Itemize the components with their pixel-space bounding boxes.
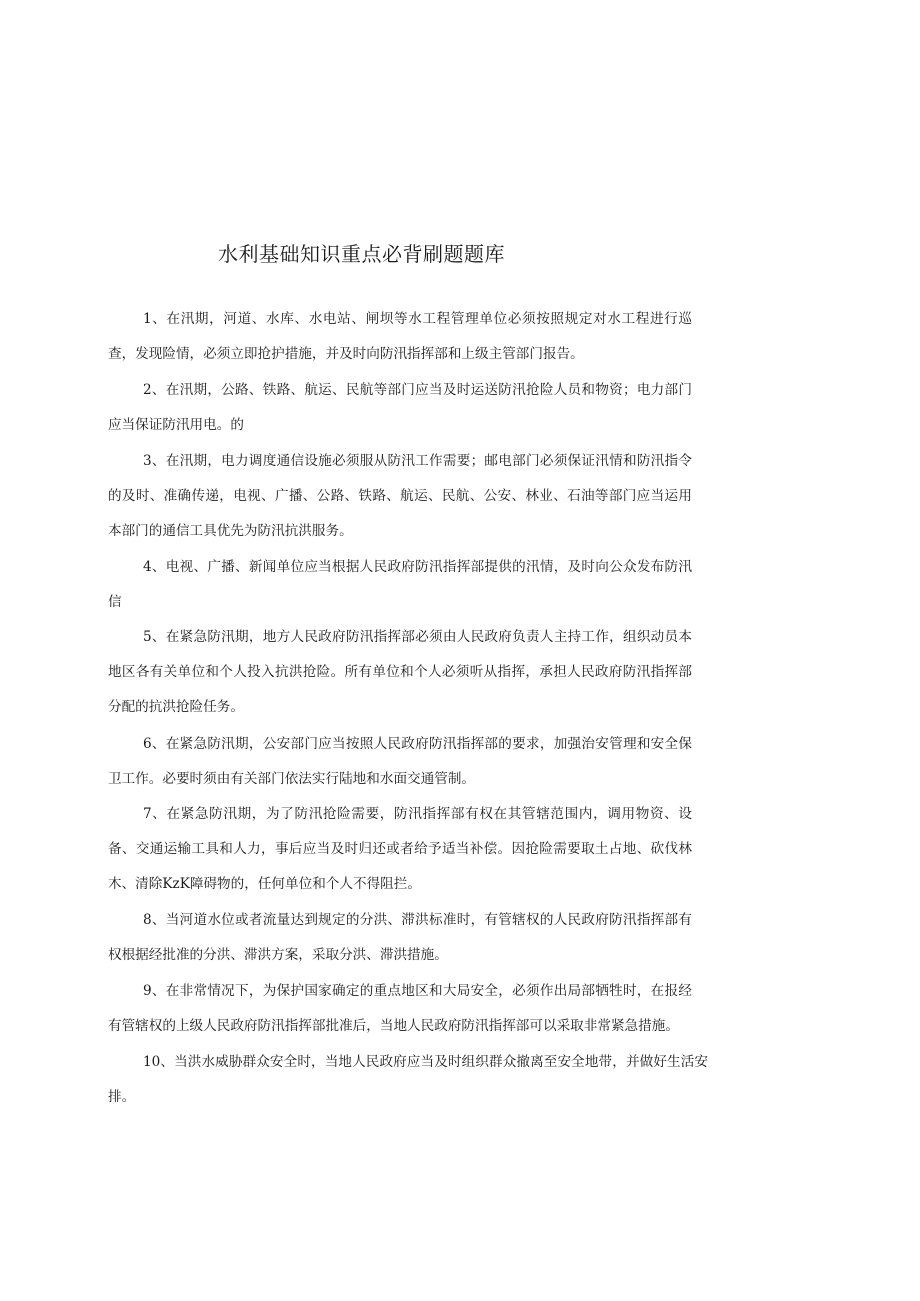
question-item-3: 3、在汛期，电力调度通信设施必须服从防汛工作需要；邮电部门必须保证汛情和防汛指令的及时、准确传递，电视、广播、公路、铁路、航运、民航、公安、林业、石油等部门应当运用本部门的通信工具优先为防汛抗洪服务。 — [108, 453, 692, 539]
question-item-10: 10、当洪水威胁群众安全时，当地人民政府应当及时组织群众撤离至安全地带，并做好生活安排。 — [108, 1054, 708, 1105]
question-item-4: 4、电视、广播、新闻单位应当根据人民政府防汛指挥部提供的汛情，及时向公众发布防汛信 — [108, 559, 692, 610]
question-item-2: 2、在汛期，公路、铁路、航运、民航等部门应当及时运送防汛抢险人员和物资；电力部门应当保证防汛用电。的 — [108, 382, 692, 433]
question-item-5: 5、在紧急防汛期，地方人民政府防汛指挥部必须由人民政府负责人主持工作，组织动员本地区各有关单位和个人投入抗洪抢险。所有单位和个人必须听从指挥，承担人民政府防汛指挥部分配的抗洪抢险任务。 — [108, 629, 692, 715]
question-item-7: 7、在紧急防汛期，为了防汛抢险需要，防汛指挥部有权在其管辖范围内，调用物资、设备、交通运输工具和人力，事后应当及时归还或者给予适当补偿。因抢险需要取土占地、砍伐林木、清除KzK障碍物的，任何单位和个人不得阻拦。 — [108, 806, 692, 892]
question-item-6: 6、在紧急防汛期，公安部门应当按照人民政府防汛指挥部的要求，加强治安管理和安全保卫工作。必要时须由有关部门依法实行陆地和水面交通管制。 — [108, 736, 692, 787]
question-item-8: 8、当河道水位或者流量达到规定的分洪、滞洪标准时，有管辖权的人民政府防汛指挥部有权根据经批准的分洪、滞洪方案，采取分洪、滞洪措施。 — [108, 912, 692, 963]
document-title: 水利基础知识重点必背刷题题库 — [218, 242, 505, 266]
question-item-1: 1、在汛期，河道、水库、水电站、闸坝等水工程管理单位必须按照规定对水工程进行巡查，发现险情，必须立即抢护措施，并及时向防汛指挥部和上级主管部门报告。 — [108, 311, 692, 362]
question-item-9: 9、在非常情况下，为保护国家确定的重点地区和大局安全，必须作出局部牺牲时，在报经有管辖权的上级人民政府防汛指挥部批准后，当地人民政府防汛指挥部可以采取非常紧急措施。 — [108, 983, 692, 1034]
